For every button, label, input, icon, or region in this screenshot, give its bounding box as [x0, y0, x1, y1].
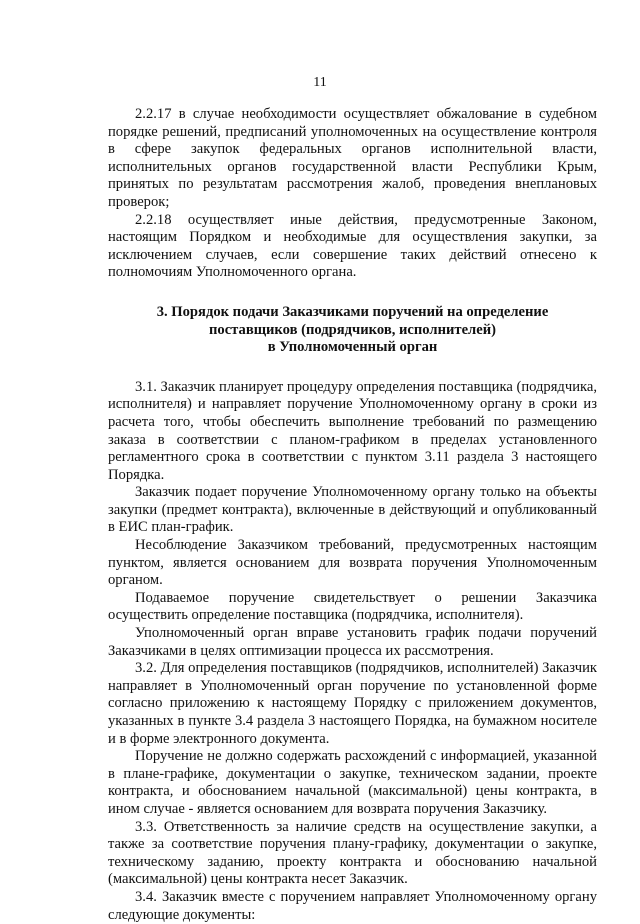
paragraph-2-2-18: 2.2.18 осуществляет иные действия, предусмотренные Законом, настоящим Порядком и необходимые для осуществления закупки, за исключением случаев, если совершение таких действий отнесено к полномочиям Уполномоченного органа. [108, 211, 597, 281]
paragraph-order-decision: Подаваемое поручение свидетельствует о решении Заказчика осуществить определение поставщика (подрядчика, исполнителя). [108, 589, 597, 624]
paragraph-eis-plan: Заказчик подает поручение Уполномоченному органу только на объекты закупки (предмет контракта), включенные в действующий и опубликованный в ЕИС план-график. [108, 484, 597, 536]
paragraph-3-1: 3.1. Заказчик планирует процедуру определения поставщика (подрядчика, исполнителя) и направляет поручение Уполномоченному органу в сроки из расчета того, чтобы обеспечить выполнение требований по размещению заказа в соответствии с планом-графиком в пределах установленного регламентного срока в соответствии с пунктом 3.11 раздела 3 настоящего Порядка. [108, 378, 598, 483]
paragraph-2-2-17: 2.2.17 в случае необходимости осуществляет обжалование в судебном порядке решений, предписаний уполномоченных на осуществление контроля в сфере закупок федеральных органов исполнительной власти, исполнительных органов государственной власти Республики Крым, принятых по результатам рассмотрения жалоб, проведения внеплановых проверок; [108, 106, 597, 210]
paragraph-3-4: 3.4. Заказчик вместе с поручением направляет Уполномоченному органу следующие документы: [108, 888, 597, 923]
document-body [108, 106, 597, 924]
paragraph-schedule: Уполномоченный орган вправе установить график подачи поручений Заказчиками в целях оптимизации процесса их рассмотрения. [108, 625, 597, 659]
paragraph-discrepancies: Поручение не должно содержать расхождений с информацией, указанной в плане-графике, документации о закупке, техническом задании, проекте контракта, и обоснованием начальной (максимальной) цены контракта, в ином случае - является основанием для возврата поручения Заказчику. [108, 748, 597, 817]
section-heading-line-2: поставщиков (подрядчиков, исполнителей) [209, 321, 496, 338]
page-number: 11 [313, 75, 327, 90]
paragraph-3-2: 3.2. Для определения поставщиков (подрядчиков, исполнителей) Заказчик направляет в Уполномоченный орган поручение по установленной форме согласно приложению к настоящему Порядку с приложением документов, указанных в пункте 3.4 раздела 3 настоящего Порядка, на бумажном носителе и в форме электронного документа. [108, 660, 597, 747]
section-heading-line-3: в Уполномоченный орган [267, 339, 438, 356]
section-heading [108, 304, 597, 357]
section-heading-line-1: 3. Порядок подачи Заказчиками поручений на определение [156, 303, 549, 320]
paragraph-3-3: 3.3. Ответственность за наличие средств на осуществление закупки, а также за соответствие поручения плану-графику, документации о закупке, техническому заданию, проекту контракта и обоснованию начальной (максимальной) цены контракта несет Заказчик. [108, 818, 597, 888]
paragraph-noncompliance: Несоблюдение Заказчиком требований, предусмотренных настоящим пунктом, является основанием для возврата поручения Уполномоченным органом. [108, 537, 597, 589]
